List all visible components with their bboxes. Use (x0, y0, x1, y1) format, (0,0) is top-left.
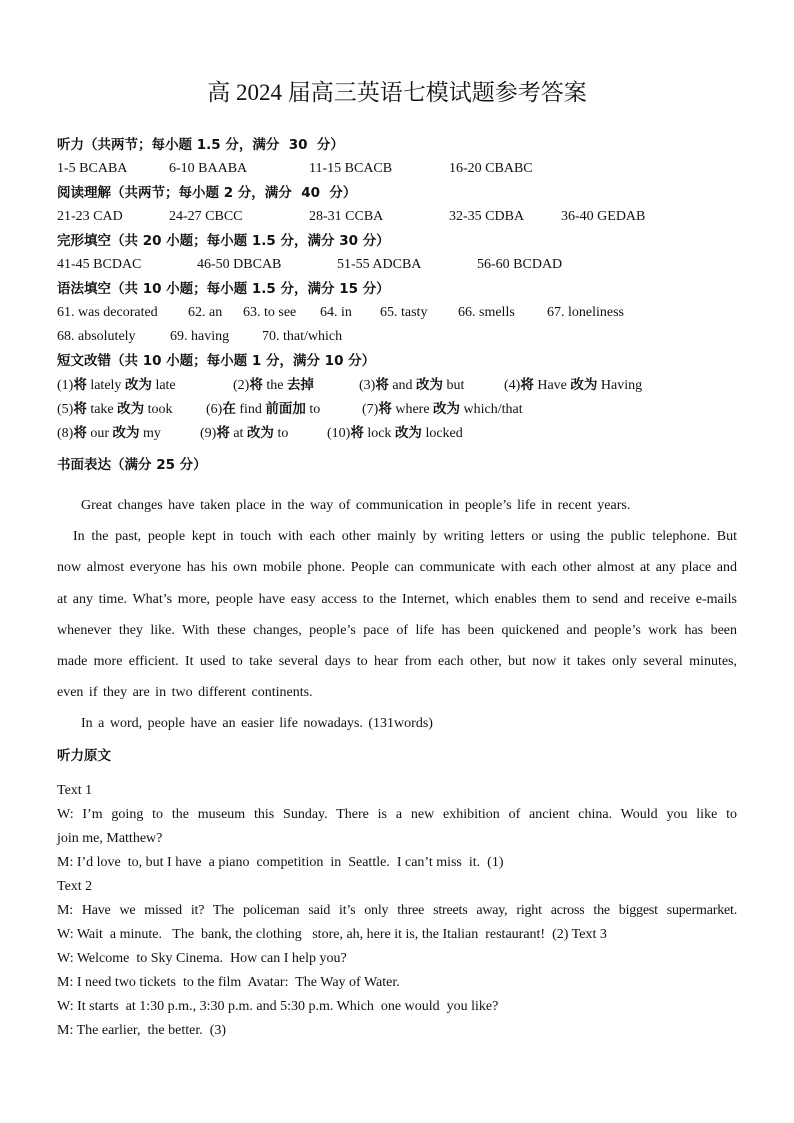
answer-group: 28-31 CCBA (309, 209, 384, 224)
item-replacement: took (144, 402, 173, 417)
correction-item (57, 375, 176, 396)
item-action: 改为 (124, 377, 152, 393)
correction-item (200, 423, 288, 444)
cloze-heading: 完形填空（共 20 小题；每小题 1.5 分，满分 30 分） (57, 233, 390, 249)
answer-group: 32-35 CDBA (449, 209, 525, 224)
answer-group: 36-40 GEDAB (561, 209, 646, 224)
item-action: 改为 (117, 401, 145, 417)
transcript-heading: 听力原文 (57, 748, 111, 764)
transcript-line: W: Welcome to Sky Cinema. How can I help you? (57, 951, 347, 966)
item-verb: 将 (73, 425, 87, 441)
item-word: and (388, 378, 417, 393)
grammar-heading: 语法填空（共 10 小题；每小题 1.5 分，满分 15 分） (57, 281, 390, 297)
reading-heading: 阅读理解（共两节；每小题 2 分，满分 40 分） (57, 185, 357, 201)
answer-group: 16-20 CBABC (449, 161, 533, 176)
answer-group: 56-60 BCDAD (477, 257, 563, 272)
item-word: at (229, 426, 247, 441)
item-verb: 将 (249, 377, 263, 393)
item-number: (9) (200, 426, 217, 441)
correction-item (57, 399, 173, 420)
item-replacement: to (273, 426, 289, 441)
transcript-line: Text 1 (57, 783, 93, 798)
item-verb: 在 (222, 401, 236, 417)
item-number: (5) (57, 402, 74, 417)
item-number: (3) (359, 378, 376, 393)
item-number: (2) (233, 378, 250, 393)
item-replacement: my (139, 426, 161, 441)
answer-group: 24-27 CBCC (169, 209, 243, 224)
item-action: 去掉 (286, 377, 314, 393)
answer-group: 6-10 BAABA (169, 161, 248, 176)
item-number: (4) (504, 378, 521, 393)
correction-item (206, 399, 320, 420)
essay-paragraph: In a word, people have an easier life nowadays. (131words) (81, 716, 433, 732)
item-action: 改为 (246, 425, 274, 441)
transcript-line: W: I’m going to the museum this Sunday. There is a new exhibition of ancient china. Would you like to (57, 807, 737, 822)
item-action: 改为 (416, 377, 444, 393)
transcript-line: M: The earlier, the better. (3) (57, 1023, 227, 1038)
item-replacement: to (305, 402, 321, 417)
correction-item (359, 375, 464, 396)
answer-group: 21-23 CAD (57, 209, 123, 224)
answer-group: 41-45 BCDAC (57, 257, 142, 272)
essay-paragraph: In the past, people kept in touch with each other mainly by writing letters or using the public telephone. But now almost everyone has his own mobile phone. People can communicate with each other almost at any place and at any time. What’s more, people have easy access to the Internet, which enables them to send and receive e-mails whenever they like. With these changes, people’s pace of life has been quickened and people’s work has been made more efficient. It used to take several days to hear from each other, but now it takes only several minutes, even if they are in two different continents. (57, 529, 737, 701)
transcript-line: W: It starts at 1:30 p.m., 3:30 p.m. and 5:30 p.m. Which one would you like? (57, 999, 499, 1014)
item-word: where (391, 402, 434, 417)
listening-heading: 听力（共两节；每小题 1.5 分，满分 30 分） (57, 137, 344, 153)
answer-group: 46-50 DBCAB (197, 257, 282, 272)
item-word: find (235, 402, 266, 417)
item-word: lock (363, 426, 395, 441)
item-word: our (86, 426, 113, 441)
writing-sample (57, 490, 737, 740)
transcript-line: M: I need two tickets to the film Avatar: The Way of Water. (57, 975, 400, 990)
grammar-answer: 70. that/which (262, 329, 343, 344)
item-verb: 将 (350, 425, 364, 441)
item-number: (7) (362, 402, 379, 417)
item-number: (10) (327, 426, 351, 441)
item-word: take (86, 402, 118, 417)
correction-item (362, 399, 523, 420)
answer-group: 51-55 ADCBA (337, 257, 422, 272)
transcript-line: M: I’d love to, but I have a piano competition in Seattle. I can’t miss it. (1) (57, 855, 504, 870)
answer-group: 1-5 BCABA (57, 161, 128, 176)
grammar-answer: 63. to see (243, 305, 297, 320)
item-action: 改为 (433, 401, 461, 417)
transcript-line: join me, Matthew? (57, 831, 163, 846)
item-verb: 将 (378, 401, 392, 417)
grammar-answer: 67. loneliness (547, 305, 624, 320)
item-word: lately (86, 378, 125, 393)
transcript-line: M: Have we missed it? The policeman said it’s only three streets away, right across the biggest supermarket. (57, 903, 737, 918)
item-action: 前面加 (265, 401, 306, 417)
item-verb: 将 (520, 377, 534, 393)
item-replacement: locked (421, 426, 463, 441)
item-number: (6) (206, 402, 223, 417)
item-word: Have (533, 378, 571, 393)
transcript-line: W: Wait a minute. The bank, the clothing store, ah, here it is, the Italian restaurant! (2) Text 3 (57, 927, 607, 942)
grammar-answer: 62. an (188, 305, 223, 320)
item-replacement: Having (597, 378, 643, 393)
correction-item (504, 375, 642, 396)
transcript-line: Text 2 (57, 879, 93, 894)
correction-item (233, 375, 314, 396)
grammar-answer: 66. smells (458, 305, 515, 320)
item-number: (8) (57, 426, 74, 441)
writing-heading: 书面表达（满分 25 分） (57, 457, 207, 473)
correction-item (57, 423, 161, 444)
item-verb: 将 (73, 377, 87, 393)
correction-heading: 短文改错（共 10 小题；每小题 1 分，满分 10 分） (57, 353, 376, 369)
grammar-answer: 61. was decorated (57, 305, 158, 320)
item-verb: 将 (216, 425, 230, 441)
item-action: 改为 (394, 425, 422, 441)
page-title: 高 2024 届高三英语七模试题参考答案 (207, 80, 587, 105)
grammar-answer: 68. absolutely (57, 329, 136, 344)
item-replacement: but (443, 378, 465, 393)
item-verb: 将 (73, 401, 87, 417)
item-word: the (262, 378, 287, 393)
correction-item (327, 423, 463, 444)
item-replacement: which/that (460, 402, 523, 417)
answer-group: 11-15 BCACB (309, 161, 393, 176)
item-action: 改为 (112, 425, 140, 441)
grammar-answer: 64. in (320, 305, 352, 320)
grammar-answer: 65. tasty (380, 305, 428, 320)
grammar-answer: 69. having (170, 329, 230, 344)
essay-paragraph: Great changes have taken place in the way of communication in people’s life in recent years. (81, 498, 631, 513)
item-replacement: late (151, 378, 176, 393)
item-verb: 将 (375, 377, 389, 393)
item-number: (1) (57, 378, 74, 393)
item-action: 改为 (570, 377, 598, 393)
